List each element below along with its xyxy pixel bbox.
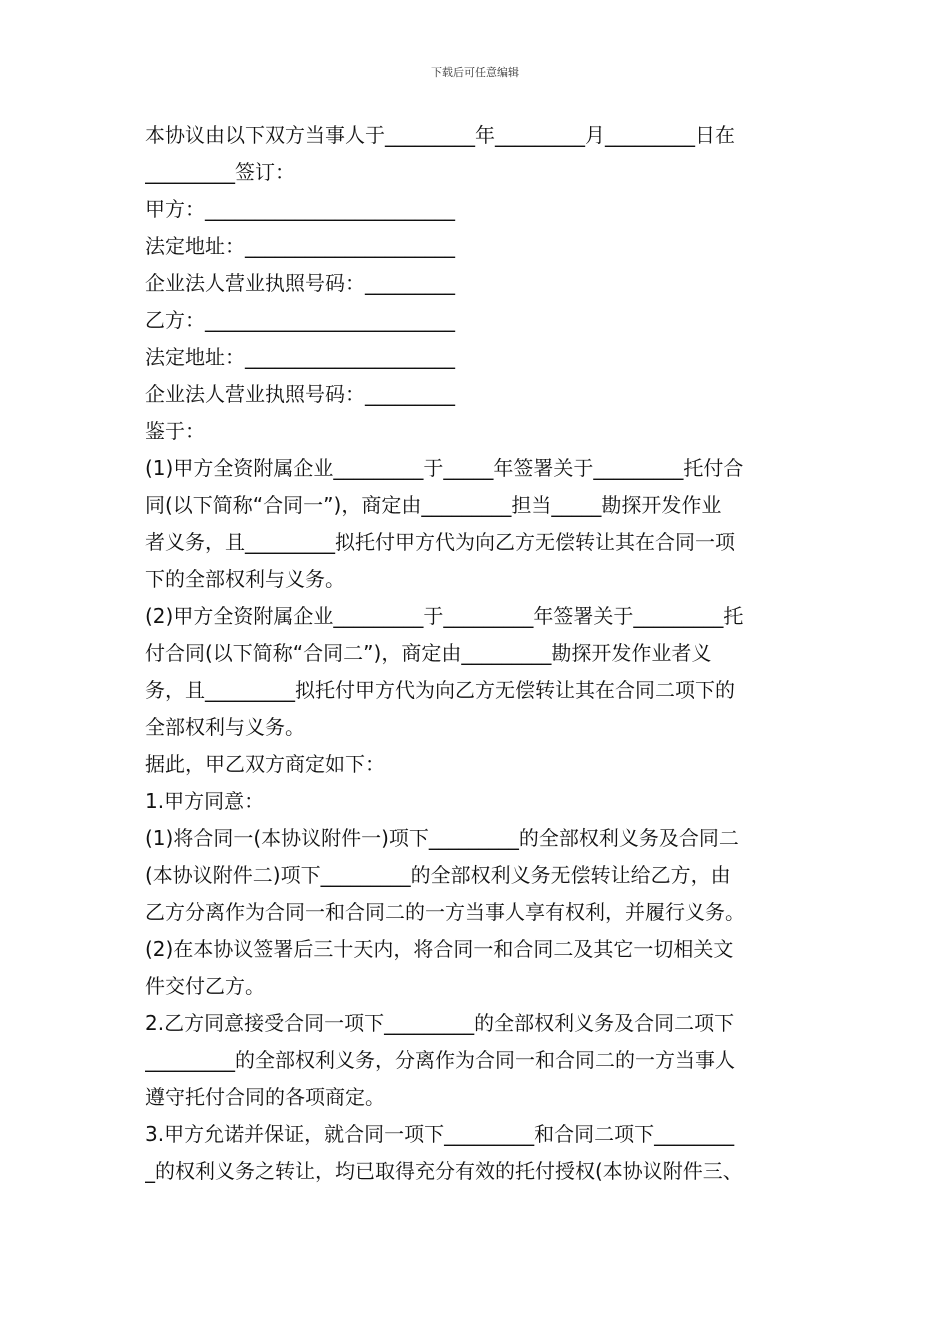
text-line: 者义务，且_________拟托付甲方代为向乙方无偿转让其在合同一项 bbox=[145, 530, 735, 554]
text-line: 务，且_________拟托付甲方代为向乙方无偿转让其在合同二项下的 bbox=[145, 678, 735, 702]
text-line: (本协议附件二)项下_________的全部权利义务无偿转让给乙方，由 bbox=[145, 863, 731, 887]
text-line: 1.甲方同意： bbox=[145, 789, 265, 813]
text-line: 据此，甲乙双方商定如下： bbox=[145, 752, 385, 776]
text-line: 付合同(以下简称“合同二”)，商定由_________勘探开发作业者义 bbox=[145, 641, 712, 665]
text-line: 全部权利与义务。 bbox=[145, 715, 305, 739]
text-line: 法定地址：_____________________ bbox=[145, 234, 455, 258]
text-line: 法定地址：_____________________ bbox=[145, 345, 455, 369]
text-line: _的权利义务之转让，均已取得充分有效的托付授权(本协议附件三、 bbox=[145, 1159, 743, 1183]
text-line: (2)在本协议签署后三十天内，将合同一和合同二及其它一切相关文 bbox=[145, 937, 734, 961]
text-line: 甲方：_________________________ bbox=[145, 197, 455, 221]
text-line: (1)甲方全资附属企业_________于_____年签署关于_________托付合 bbox=[145, 456, 744, 480]
text-line: 本协议由以下双方当事人于_________年_________月_________日在 bbox=[145, 123, 735, 147]
text-line: 3.甲方允诺并保证，就合同一项下_________和合同二项下________ bbox=[145, 1122, 735, 1146]
text-line: 下的全部权利与义务。 bbox=[145, 567, 345, 591]
text-line: _________签订： bbox=[145, 160, 295, 184]
text-line: 2.乙方同意接受合同一项下_________的全部权利义务及合同二项下 bbox=[145, 1011, 735, 1035]
agreement-body bbox=[145, 117, 813, 1190]
text-line: 乙方分离作为合同一和合同二的一方当事人享有权利，并履行义务。 bbox=[145, 900, 745, 924]
text-line: (1)将合同一(本协议附件一)项下_________的全部权利义务及合同二 bbox=[145, 826, 739, 850]
text-line: 同(以下简称“合同一”)，商定由_________担当_____勘探开发作业 bbox=[145, 493, 722, 517]
text-line: 乙方：_________________________ bbox=[145, 308, 455, 332]
text-line: 件交付乙方。 bbox=[145, 974, 265, 998]
text-line: 遵守托付合同的各项商定。 bbox=[145, 1085, 385, 1109]
text-line: (2)甲方全资附属企业_________于_________年签署关于_________托 bbox=[145, 604, 744, 628]
text-line: _________的全部权利义务，分离作为合同一和合同二的一方当事人 bbox=[145, 1048, 735, 1072]
text-line: 企业法人营业执照号码：_________ bbox=[145, 382, 455, 406]
text-line: 企业法人营业执照号码：_________ bbox=[145, 271, 455, 295]
page-header: 下载后可任意编辑 bbox=[431, 66, 519, 79]
text-line: 鉴于： bbox=[145, 419, 205, 443]
